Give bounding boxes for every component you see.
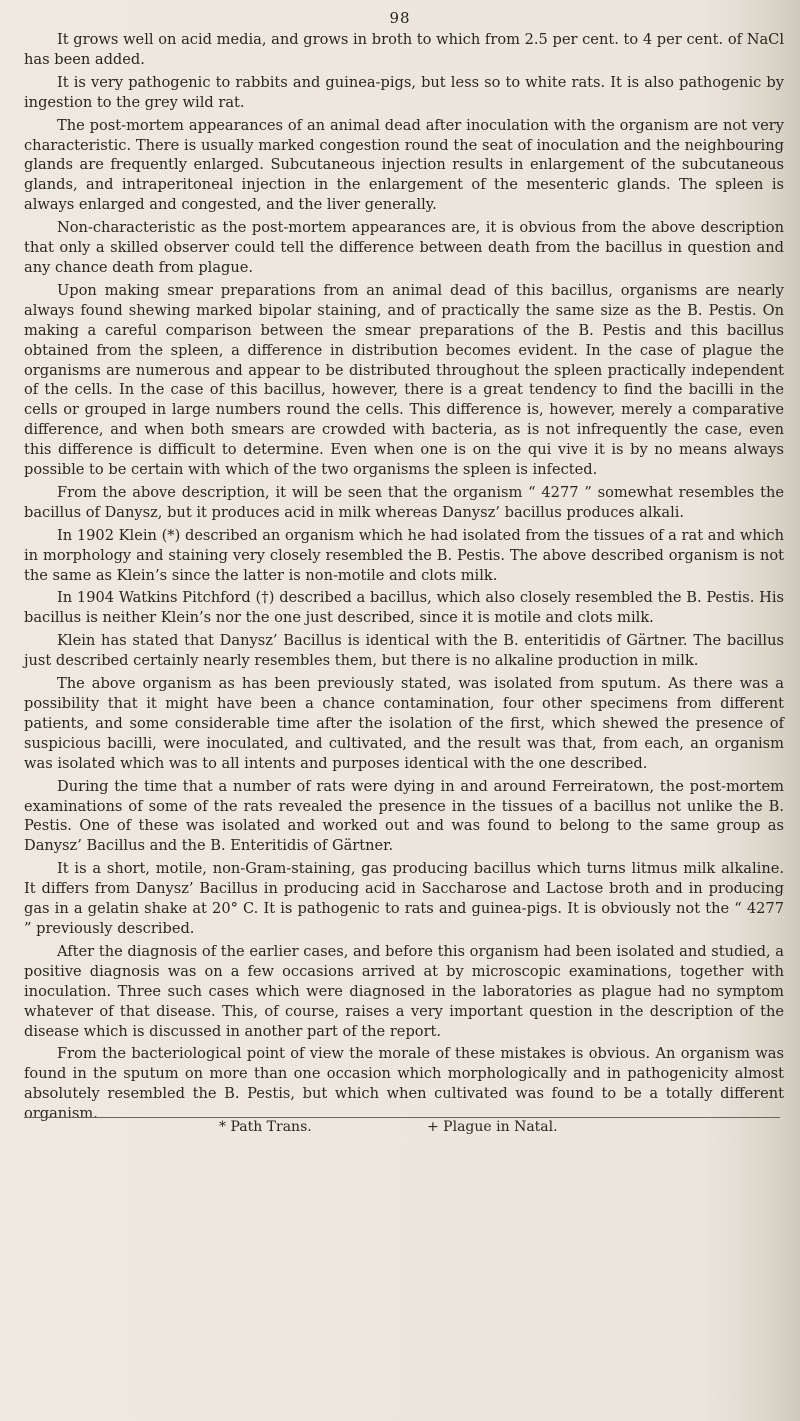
paragraph: The post-mortem appearances of an animal dead after inoculation with the organism are not very characteristic. There is usually marked congestion round the seat of inoculation and the neighbouring glands are frequently enlarged. Subcutaneous injection results in enlargement of the subcutaneous glands, and intraperitoneal injection in the enlargement of the mesenteric glands. The spleen is always enlarged and congested, and the liver generally.	[24, 116, 784, 214]
footnote-plague-in-natal: + Plague in Natal.	[427, 1119, 558, 1135]
footnote-divider	[24, 1117, 780, 1118]
paragraph: It grows well on acid media, and grows in broth to which from 2.5 per cent. to 4 per cent. of NaCl has been added.	[24, 31, 784, 68]
paragraph: It is a short, motile, non-Gram-staining, gas producing bacillus which turns litmus milk alkaline. It differs from Danysz’ Bacillus in producing acid in Saccharose and Lactose broth and in producing gas in a gelatin shake at 20° C. It is pathogenic to rats and guinea-pigs. It is obviously not the “ 4277 ” previously described.	[24, 860, 784, 937]
paragraph: Klein has stated that Danysz’ Bacillus is identical with the B. enteritidis of Gärtner. The bacillus just described certainly nearly resembles them, but there is no alkaline production in milk.	[24, 632, 784, 670]
footnote-path-trans: * Path Trans.	[219, 1119, 312, 1135]
paragraph: From the above description, it will be seen that the organism “ 4277 ” somewhat resembles the bacillus of Danysz, but it produces acid in milk whereas Danysz’ bacillus produces alkali.	[24, 483, 784, 521]
paragraph: Non-characteristic as the post-mortem appearances are, it is obvious from the above description that only a skilled observer could tell the difference between death from the bacillus in question and any chance death from plague.	[24, 219, 784, 276]
paragraph: It is very pathogenic to rabbits and guinea-pigs, but less so to white rats. It is also pathogenic by ingestion to the grey wild rat.	[24, 73, 784, 111]
paragraph: In 1904 Watkins Pitchford (†) described a bacillus, which also closely resembled the B. Pestis. His bacillus is neither Klein’s nor the one just described, since it is motile and clots milk.	[24, 589, 784, 627]
paragraph: In 1902 Klein (*) described an organism which he had isolated from the tissues of a rat and which in morphology and staining very closely resembled the B. Pestis. The above described organism is not the same as Klein’s since the latter is non-motile and clots milk.	[24, 526, 784, 584]
page-number: 98	[389, 9, 411, 27]
body-text	[24, 30, 784, 1127]
paragraph: During the time that a number of rats were dying in and around Ferreiratown, the post-mortem examinations of some of the rats revealed the presence in the tissues of a bacillus not unlike the B. Pestis. One of these was isolated and worked out and was found to belong to the same group as Danysz’ Bacillus and the B. Enteritidis of Gärtner.	[24, 777, 784, 855]
paragraph: After the diagnosis of the earlier cases, and before this organism had been isolated and studied, a positive diagnosis was on a few occasions arrived at by microscopic examinations, together with inoculation. Three such cases which were diagnosed in the laboratories as plague had no symptom whatever of that disease. This, of course, raises a very important question in the description of the disease which is discussed in another part of the report.	[24, 942, 784, 1040]
paragraph: From the bacteriological point of view the morale of these mistakes is obvious. An organism was found in the sputum on more than one occasion which morphologically and in pathogenicity almost absolutely resembled the B. Pestis, but which when cultivated was found to be a totally different organism.	[24, 1045, 784, 1123]
paragraph: The above organism as has been previously stated, was isolated from sputum. As there was a possibility that it might have been a chance contamination, four other specimens from different patients, and some considerable time after the isolation of the first, which shewed the presence of suspicious bacilli, were inoculated, and cultivated, and the result was that, from each, an organism was isolated which was to all intents and purposes identical with the one described.	[24, 675, 784, 772]
paragraph: Upon making smear preparations from an animal dead of this bacillus, organisms are nearly always found shewing marked bipolar staining, and of practically the same size as the B. Pestis. On making a careful comparison between the smear preparations of the B. Pestis and this bacillus obtained from the spleen, a difference in distribution becomes evident. In the case of plague the organisms are numerous and appear to be distributed throughout the spleen practically independent of the cells. In the case of this bacillus, however, there is a great tendency to find the bacilli in the cells or grouped in large numbers round the cells. This difference is, however, merely a comparative difference, and when both smears are crowded with bacteria, as is not infrequently the case, even this difference is difficult to determine. Even when one is on the qui vive it is by no means always possible to be certain with which of the two organisms the spleen is infected.	[24, 281, 784, 479]
